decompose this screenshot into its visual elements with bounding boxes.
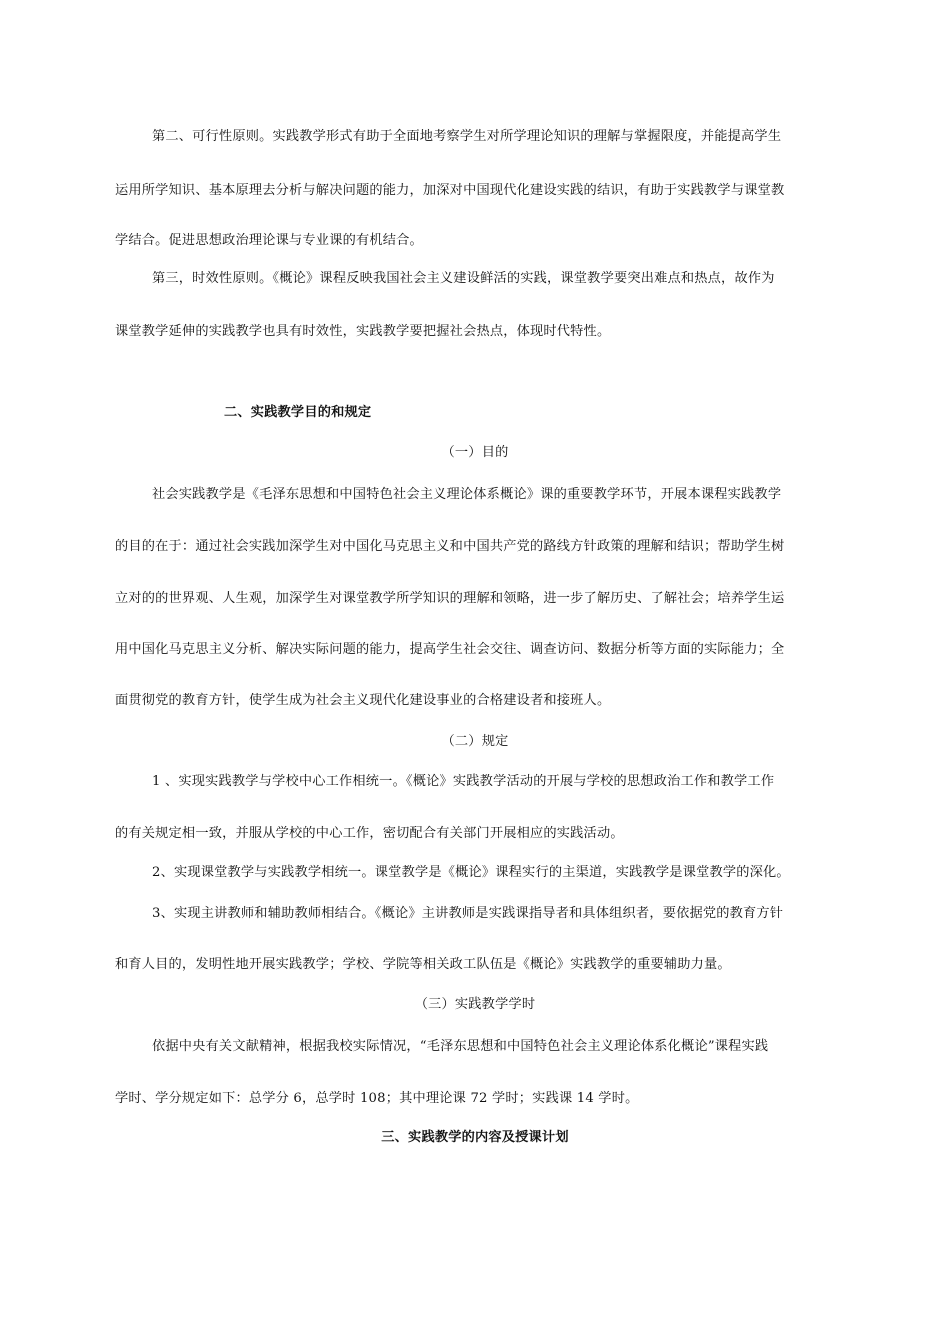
- section2-heading: 二、实践教学目的和规定: [224, 405, 372, 420]
- purpose-line2: 的目的在于：通过社会实践加深学生对中国化马克思主义和中国共产党的路线方针政策的理解和结识；帮助学生树: [115, 539, 785, 554]
- principle2-line2: 运用所学知识、基本原理去分析与解决问题的能力，加深对中国现代化建设实践的结识，有助于实践教学与课堂教: [115, 183, 785, 198]
- hours-line2: 学时、学分规定如下：总学分 6，总学时 108；其中理论课 72 学时；实践课 14 学时。: [115, 1091, 639, 1106]
- hours-heading: （三）实践教学学时: [414, 997, 536, 1012]
- purpose-line3: 立对的的世界观、人生观，加深学生对课堂教学所学知识的理解和领略，进一步了解历史、了解社会；培养学生运: [115, 591, 785, 606]
- requirements-heading: （二）规定: [441, 734, 509, 749]
- principle2-line1: 第二、可行性原则。实践教学形式有助于全面地考察学生对所学理论知识的理解与掌握限度，并能提高学生: [152, 129, 782, 144]
- section3-heading: 三、实践教学的内容及授课计划: [381, 1130, 569, 1145]
- principle2-line3: 学结合。促进思想政治理论课与专业课的有机结合。: [115, 233, 423, 248]
- principle3-line1: 第三，时效性原则。《概论》课程反映我国社会主义建设鲜活的实践，课堂教学要突出难点和热点，故作为: [152, 271, 775, 286]
- requirement1-line2: 的有关规定相一致，并服从学校的中心工作，密切配合有关部门开展相应的实践活动。: [115, 826, 624, 841]
- purpose-heading: （一）目的: [441, 445, 509, 460]
- requirement3-line2: 和育人目的，发明性地开展实践教学；学校、学院等相关政工队伍是《概论》实践教学的重要辅助力量。: [115, 957, 731, 972]
- hours-line1: 依据中央有关文献精神，根据我校实际情况，“毛泽东思想和中国特色社会主义理论体系化概论”课程实践: [152, 1039, 769, 1054]
- requirement1-line1: 1 、实现实践教学与学校中心工作相统一。《概论》实践教学活动的开展与学校的思想政治工作和教学工作: [152, 774, 775, 789]
- principle3-line2: 课堂教学延伸的实践教学也具有时效性，实践教学要把握社会热点，体现时代特性。: [115, 324, 611, 339]
- purpose-line4: 用中国化马克思主义分析、解决实际问题的能力，提高学生社会交往、调查访问、数据分析等方面的实际能力；全: [115, 642, 785, 657]
- purpose-line1: 社会实践教学是《毛泽东思想和中国特色社会主义理论体系概论》课的重要教学环节，开展本课程实践教学: [152, 487, 782, 502]
- requirement2: 2、实现课堂教学与实践教学相统一。课堂教学是《概论》课程实行的主渠道，实践教学是课堂教学的深化。: [152, 865, 790, 880]
- requirement3-line1: 3、实现主讲教师和辅助教师相结合。《概论》主讲教师是实践课指导者和具体组织者，要依据党的教育方针: [152, 906, 784, 921]
- purpose-line5: 面贯彻党的教育方针，使学生成为社会主义现代化建设事业的合格建设者和接班人。: [115, 693, 611, 708]
